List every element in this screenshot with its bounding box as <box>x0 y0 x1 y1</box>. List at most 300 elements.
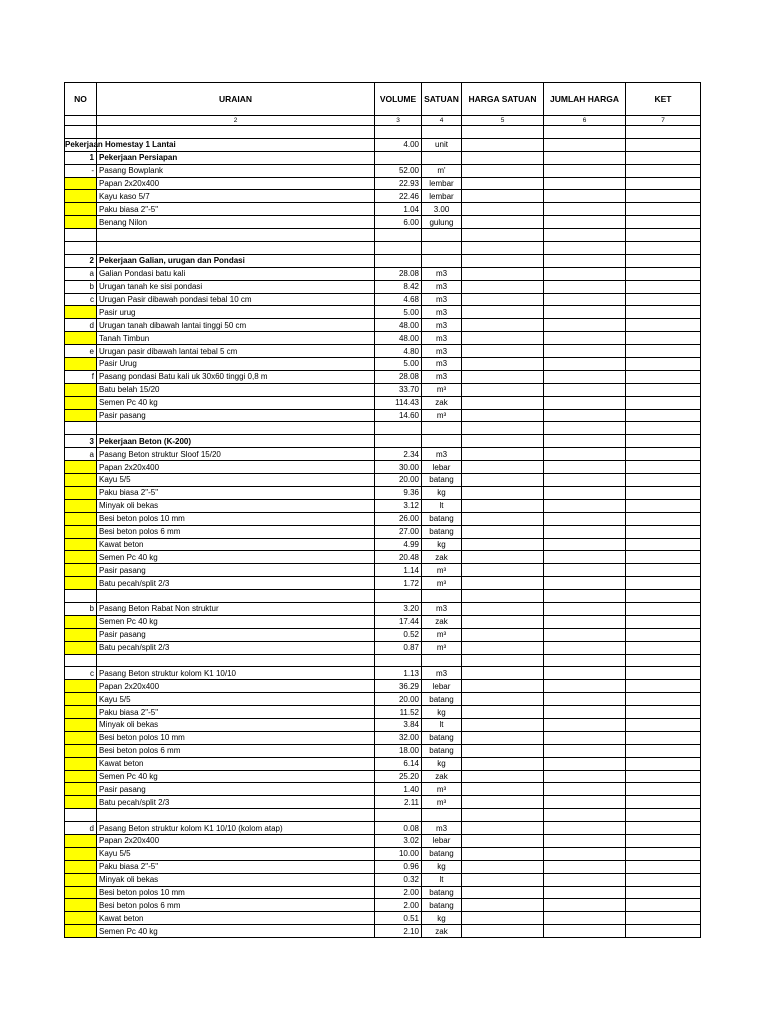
row-jumlah-harga-cell <box>544 744 626 757</box>
row-uraian-cell: Besi beton polos 6 mm <box>97 744 375 757</box>
row-jumlah-harga-cell <box>544 873 626 886</box>
row-harga-satuan-cell <box>462 628 544 641</box>
row-harga-satuan-cell <box>462 912 544 925</box>
table-row <box>65 448 701 461</box>
row-uraian-cell: Minyak oli bekas <box>97 499 375 512</box>
row-satuan-cell: lt <box>422 499 462 512</box>
row-volume-cell: 4.80 <box>375 345 422 358</box>
row-jumlah-harga-cell <box>544 267 626 280</box>
row-satuan-cell <box>422 229 462 242</box>
row-jumlah-harga-cell <box>544 409 626 422</box>
table-row <box>65 551 701 564</box>
row-volume-cell: 32.00 <box>375 731 422 744</box>
table-row <box>65 860 701 873</box>
row-volume-cell: 33.70 <box>375 383 422 396</box>
row-harga-satuan-cell <box>462 229 544 242</box>
table-row <box>65 796 701 809</box>
row-volume-cell: 4.99 <box>375 538 422 551</box>
row-no-cell <box>65 126 97 139</box>
row-volume-cell: 28.08 <box>375 267 422 280</box>
row-ket-cell <box>626 641 701 654</box>
row-uraian-cell: Semen Pc 40 kg <box>97 925 375 938</box>
row-no-cell <box>65 590 97 603</box>
row-uraian-cell: Pasir pasang <box>97 783 375 796</box>
table-row <box>65 358 701 371</box>
table-row <box>65 680 701 693</box>
row-jumlah-harga-cell <box>544 345 626 358</box>
row-volume-cell: 26.00 <box>375 512 422 525</box>
row-volume-cell <box>375 242 422 255</box>
row-harga-satuan-cell <box>462 190 544 203</box>
row-ket-cell <box>626 834 701 847</box>
table-row <box>65 229 701 242</box>
row-jumlah-harga-cell <box>544 654 626 667</box>
table-row <box>65 383 701 396</box>
table-row <box>65 744 701 757</box>
row-no-cell: d <box>65 822 97 835</box>
row-jumlah-harga-cell <box>544 886 626 899</box>
row-volume-cell: 11.52 <box>375 706 422 719</box>
table-row <box>65 435 701 448</box>
row-ket-cell <box>626 899 701 912</box>
row-ket-cell <box>626 190 701 203</box>
table-row <box>65 332 701 345</box>
row-uraian-cell: Semen Pc 40 kg <box>97 396 375 409</box>
row-no-cell <box>65 718 97 731</box>
row-uraian-cell: Besi beton polos 6 mm <box>97 525 375 538</box>
row-jumlah-harga-cell <box>544 164 626 177</box>
header-row <box>65 83 701 116</box>
row-ket-cell <box>626 319 701 332</box>
row-volume-cell: 1.14 <box>375 564 422 577</box>
header-ket: KET <box>626 83 701 116</box>
row-volume-cell: 48.00 <box>375 319 422 332</box>
row-ket-cell <box>626 486 701 499</box>
row-jumlah-harga-cell <box>544 847 626 860</box>
colnum-6: 6 <box>544 116 626 126</box>
row-ket-cell <box>626 448 701 461</box>
table-row <box>65 718 701 731</box>
row-uraian-cell: Pekerjaan Galian, urugan dan Pondasi <box>97 254 375 267</box>
row-jumlah-harga-cell <box>544 667 626 680</box>
row-volume-cell: 4.00 <box>375 138 422 151</box>
row-no-cell <box>65 190 97 203</box>
row-satuan-cell: batang <box>422 474 462 487</box>
row-ket-cell <box>626 564 701 577</box>
row-satuan-cell: zak <box>422 615 462 628</box>
row-satuan-cell: batang <box>422 899 462 912</box>
row-harga-satuan-cell <box>462 718 544 731</box>
row-harga-satuan-cell <box>462 512 544 525</box>
row-no-cell <box>65 525 97 538</box>
row-satuan-cell: lembar <box>422 177 462 190</box>
row-no-cell <box>65 203 97 216</box>
row-no-cell: 1 <box>65 151 97 164</box>
table-row <box>65 486 701 499</box>
row-jumlah-harga-cell <box>544 435 626 448</box>
row-uraian-cell: Tanah Timbun <box>97 332 375 345</box>
row-satuan-cell: batang <box>422 693 462 706</box>
row-satuan-cell: m3 <box>422 293 462 306</box>
row-harga-satuan-cell <box>462 796 544 809</box>
row-ket-cell <box>626 718 701 731</box>
row-volume-cell: 2.34 <box>375 448 422 461</box>
table-row <box>65 280 701 293</box>
row-uraian-cell: Pasang Bowplank <box>97 164 375 177</box>
row-no-cell <box>65 229 97 242</box>
table-row <box>65 242 701 255</box>
row-volume-cell <box>375 590 422 603</box>
row-satuan-cell: kg <box>422 757 462 770</box>
row-jumlah-harga-cell <box>544 254 626 267</box>
row-jumlah-harga-cell <box>544 796 626 809</box>
row-harga-satuan-cell <box>462 693 544 706</box>
row-harga-satuan-cell <box>462 293 544 306</box>
row-harga-satuan-cell <box>462 551 544 564</box>
table-row <box>65 590 701 603</box>
row-uraian-cell: Kayu 5/5 <box>97 474 375 487</box>
row-volume-cell: 1.40 <box>375 783 422 796</box>
row-satuan-cell <box>422 126 462 139</box>
row-ket-cell <box>626 254 701 267</box>
row-volume-cell: 3.84 <box>375 718 422 731</box>
row-no-cell <box>65 461 97 474</box>
row-no-cell <box>65 396 97 409</box>
column-number-row <box>65 116 701 126</box>
row-satuan-cell: 3.00 <box>422 203 462 216</box>
table-row <box>65 899 701 912</box>
table-row <box>65 512 701 525</box>
row-volume-cell: 14.60 <box>375 409 422 422</box>
row-jumlah-harga-cell <box>544 783 626 796</box>
row-no-cell <box>65 731 97 744</box>
row-harga-satuan-cell <box>462 590 544 603</box>
row-ket-cell <box>626 912 701 925</box>
row-jumlah-harga-cell <box>544 925 626 938</box>
row-ket-cell <box>626 757 701 770</box>
row-satuan-cell: m3 <box>422 280 462 293</box>
row-jumlah-harga-cell <box>544 216 626 229</box>
table-row <box>65 654 701 667</box>
row-uraian-cell: Kawat beton <box>97 912 375 925</box>
row-no-cell: f <box>65 370 97 383</box>
row-harga-satuan-cell <box>462 925 544 938</box>
row-volume-cell: 0.87 <box>375 641 422 654</box>
row-jumlah-harga-cell <box>544 770 626 783</box>
row-no-cell <box>65 628 97 641</box>
colnum-5: 5 <box>462 116 544 126</box>
row-ket-cell <box>626 332 701 345</box>
row-ket-cell <box>626 306 701 319</box>
row-no-cell <box>65 641 97 654</box>
row-satuan-cell: lt <box>422 718 462 731</box>
row-jumlah-harga-cell <box>544 834 626 847</box>
row-ket-cell <box>626 667 701 680</box>
row-volume-cell: 20.00 <box>375 693 422 706</box>
row-satuan-cell: m³ <box>422 409 462 422</box>
row-satuan-cell: lebar <box>422 461 462 474</box>
table-row <box>65 667 701 680</box>
row-volume-cell <box>375 254 422 267</box>
row-satuan-cell <box>422 422 462 435</box>
row-no-cell <box>65 796 97 809</box>
table-row <box>65 602 701 615</box>
table-row <box>65 126 701 139</box>
row-satuan-cell: m3 <box>422 822 462 835</box>
table-row <box>65 834 701 847</box>
row-uraian-cell: Batu pecah/split 2/3 <box>97 577 375 590</box>
row-jumlah-harga-cell <box>544 577 626 590</box>
row-no-cell: b <box>65 280 97 293</box>
row-uraian-cell: Kayu 5/5 <box>97 847 375 860</box>
row-ket-cell <box>626 474 701 487</box>
row-volume-cell <box>375 422 422 435</box>
row-no-cell <box>65 177 97 190</box>
row-uraian-cell: Papan 2x20x400 <box>97 461 375 474</box>
row-harga-satuan-cell <box>462 242 544 255</box>
row-jumlah-harga-cell <box>544 899 626 912</box>
table-row <box>65 783 701 796</box>
row-volume-cell: 8.42 <box>375 280 422 293</box>
row-satuan-cell: batang <box>422 731 462 744</box>
row-no-cell <box>65 834 97 847</box>
row-uraian-cell: Besi beton polos 6 mm <box>97 899 375 912</box>
row-jumlah-harga-cell <box>544 229 626 242</box>
row-no-cell <box>65 925 97 938</box>
row-no-cell: a <box>65 448 97 461</box>
row-satuan-cell: kg <box>422 706 462 719</box>
table-row <box>65 216 701 229</box>
colnum-2: 2 <box>97 116 375 126</box>
row-ket-cell <box>626 770 701 783</box>
row-volume-cell: 52.00 <box>375 164 422 177</box>
row-uraian-cell: Minyak oli bekas <box>97 718 375 731</box>
row-jumlah-harga-cell <box>544 319 626 332</box>
row-harga-satuan-cell <box>462 216 544 229</box>
row-volume-cell: 0.52 <box>375 628 422 641</box>
row-uraian-cell: Pasir pasang <box>97 564 375 577</box>
row-volume-cell: 27.00 <box>375 525 422 538</box>
row-ket-cell <box>626 435 701 448</box>
row-uraian-cell: Pekerjaan Beton (K-200) <box>97 435 375 448</box>
row-ket-cell <box>626 461 701 474</box>
row-jumlah-harga-cell <box>544 177 626 190</box>
row-volume-cell: 2.00 <box>375 886 422 899</box>
row-harga-satuan-cell <box>462 319 544 332</box>
row-satuan-cell: m³ <box>422 641 462 654</box>
row-no-cell: e <box>65 345 97 358</box>
table-row <box>65 177 701 190</box>
row-uraian-cell: Pasir Urug <box>97 358 375 371</box>
row-harga-satuan-cell <box>462 254 544 267</box>
row-ket-cell <box>626 409 701 422</box>
row-jumlah-harga-cell <box>544 564 626 577</box>
row-ket-cell <box>626 680 701 693</box>
row-ket-cell <box>626 358 701 371</box>
row-jumlah-harga-cell <box>544 822 626 835</box>
row-volume-cell: 4.68 <box>375 293 422 306</box>
row-harga-satuan-cell <box>462 267 544 280</box>
row-harga-satuan-cell <box>462 654 544 667</box>
row-jumlah-harga-cell <box>544 190 626 203</box>
row-ket-cell <box>626 538 701 551</box>
row-satuan-cell: kg <box>422 912 462 925</box>
table-row <box>65 809 701 822</box>
row-volume-cell: 48.00 <box>375 332 422 345</box>
table-row <box>65 770 701 783</box>
row-uraian-cell: Urugan Pasir dibawah pondasi tebal 10 cm <box>97 293 375 306</box>
row-jumlah-harga-cell <box>544 912 626 925</box>
row-satuan-cell: lebar <box>422 834 462 847</box>
table-row <box>65 847 701 860</box>
row-volume-cell: 28.08 <box>375 370 422 383</box>
row-satuan-cell: gulung <box>422 216 462 229</box>
table-row <box>65 499 701 512</box>
row-uraian-cell: Batu belah 15/20 <box>97 383 375 396</box>
row-jumlah-harga-cell <box>544 126 626 139</box>
row-uraian-cell: Pasang pondasi Batu kali uk 30x60 tinggi 0,8 m <box>97 370 375 383</box>
row-uraian-cell: Galian Pondasi batu kali <box>97 267 375 280</box>
row-jumlah-harga-cell <box>544 590 626 603</box>
table-row <box>65 873 701 886</box>
row-satuan-cell <box>422 654 462 667</box>
row-no-cell <box>65 577 97 590</box>
row-ket-cell <box>626 216 701 229</box>
row-volume-cell: 5.00 <box>375 306 422 319</box>
row-volume-cell: 0.08 <box>375 822 422 835</box>
row-satuan-cell: zak <box>422 396 462 409</box>
row-satuan-cell: m3 <box>422 306 462 319</box>
row-ket-cell <box>626 242 701 255</box>
row-uraian-cell: Urugan pasir dibawah lantai tebal 5 cm <box>97 345 375 358</box>
row-volume-cell: 1.72 <box>375 577 422 590</box>
row-harga-satuan-cell <box>462 126 544 139</box>
row-satuan-cell <box>422 242 462 255</box>
row-uraian-cell <box>97 126 375 139</box>
row-harga-satuan-cell <box>462 203 544 216</box>
row-satuan-cell: m³ <box>422 577 462 590</box>
row-satuan-cell: m³ <box>422 628 462 641</box>
row-jumlah-harga-cell <box>544 306 626 319</box>
row-uraian-cell <box>97 422 375 435</box>
table-row <box>65 254 701 267</box>
row-uraian-cell: Minyak oli bekas <box>97 873 375 886</box>
table-row <box>65 706 701 719</box>
table-row <box>65 693 701 706</box>
row-jumlah-harga-cell <box>544 706 626 719</box>
row-no-cell <box>65 706 97 719</box>
row-harga-satuan-cell <box>462 525 544 538</box>
row-ket-cell <box>626 628 701 641</box>
row-jumlah-harga-cell <box>544 474 626 487</box>
row-uraian-cell: Urugan tanah dibawah lantai tinggi 50 cm <box>97 319 375 332</box>
row-ket-cell <box>626 783 701 796</box>
row-volume-cell: 17.44 <box>375 615 422 628</box>
row-no-cell <box>65 306 97 319</box>
row-harga-satuan-cell <box>462 667 544 680</box>
row-jumlah-harga-cell <box>544 551 626 564</box>
row-jumlah-harga-cell <box>544 358 626 371</box>
row-ket-cell <box>626 138 701 151</box>
table-row <box>65 886 701 899</box>
row-uraian-cell: Besi beton polos 10 mm <box>97 731 375 744</box>
table-row <box>65 203 701 216</box>
row-no-cell: c <box>65 667 97 680</box>
row-ket-cell <box>626 280 701 293</box>
table-row <box>65 641 701 654</box>
row-jumlah-harga-cell <box>544 396 626 409</box>
row-uraian-cell: Pekerjaan Homestay 1 Lantai <box>63 138 341 151</box>
row-harga-satuan-cell <box>462 538 544 551</box>
row-no-cell <box>65 512 97 525</box>
row-uraian-cell: Pasang Beton struktur kolom K1 10/10 (kolom atap) <box>97 822 375 835</box>
row-no-cell <box>65 757 97 770</box>
row-harga-satuan-cell <box>462 822 544 835</box>
row-jumlah-harga-cell <box>544 641 626 654</box>
row-ket-cell <box>626 551 701 564</box>
row-no-cell <box>65 680 97 693</box>
row-no-cell <box>65 847 97 860</box>
row-harga-satuan-cell <box>462 602 544 615</box>
row-no-cell <box>65 422 97 435</box>
row-jumlah-harga-cell <box>544 280 626 293</box>
row-volume-cell: 20.00 <box>375 474 422 487</box>
row-uraian-cell <box>97 229 375 242</box>
table-row <box>65 577 701 590</box>
table-row <box>65 151 701 164</box>
row-no-cell: b <box>65 602 97 615</box>
row-harga-satuan-cell <box>462 461 544 474</box>
row-no-cell: d <box>65 319 97 332</box>
row-no-cell <box>65 615 97 628</box>
row-uraian-cell: Paku biasa 2"-5" <box>97 860 375 873</box>
row-no-cell <box>65 409 97 422</box>
row-jumlah-harga-cell <box>544 383 626 396</box>
row-jumlah-harga-cell <box>544 448 626 461</box>
row-volume-cell: 10.00 <box>375 847 422 860</box>
row-ket-cell <box>626 525 701 538</box>
row-no-cell <box>65 886 97 899</box>
row-uraian-cell: Besi beton polos 10 mm <box>97 886 375 899</box>
row-satuan-cell: batang <box>422 525 462 538</box>
table-row <box>65 190 701 203</box>
row-harga-satuan-cell <box>462 615 544 628</box>
row-satuan-cell: batang <box>422 847 462 860</box>
row-jumlah-harga-cell <box>544 486 626 499</box>
row-satuan-cell: m3 <box>422 602 462 615</box>
row-harga-satuan-cell <box>462 138 544 151</box>
row-volume-cell: 2.11 <box>375 796 422 809</box>
rab-table <box>64 82 701 938</box>
table-row <box>65 164 701 177</box>
row-satuan-cell <box>422 590 462 603</box>
row-ket-cell <box>626 396 701 409</box>
row-jumlah-harga-cell <box>544 615 626 628</box>
row-jumlah-harga-cell <box>544 242 626 255</box>
row-volume-cell: 6.00 <box>375 216 422 229</box>
row-volume-cell <box>375 654 422 667</box>
row-harga-satuan-cell <box>462 770 544 783</box>
row-no-cell: 3 <box>65 435 97 448</box>
row-satuan-cell: m³ <box>422 383 462 396</box>
table-row <box>65 564 701 577</box>
row-ket-cell <box>626 370 701 383</box>
row-satuan-cell: zak <box>422 770 462 783</box>
row-satuan-cell: m3 <box>422 370 462 383</box>
row-volume-cell: 20.48 <box>375 551 422 564</box>
row-no-cell <box>65 551 97 564</box>
row-satuan-cell: m3 <box>422 267 462 280</box>
